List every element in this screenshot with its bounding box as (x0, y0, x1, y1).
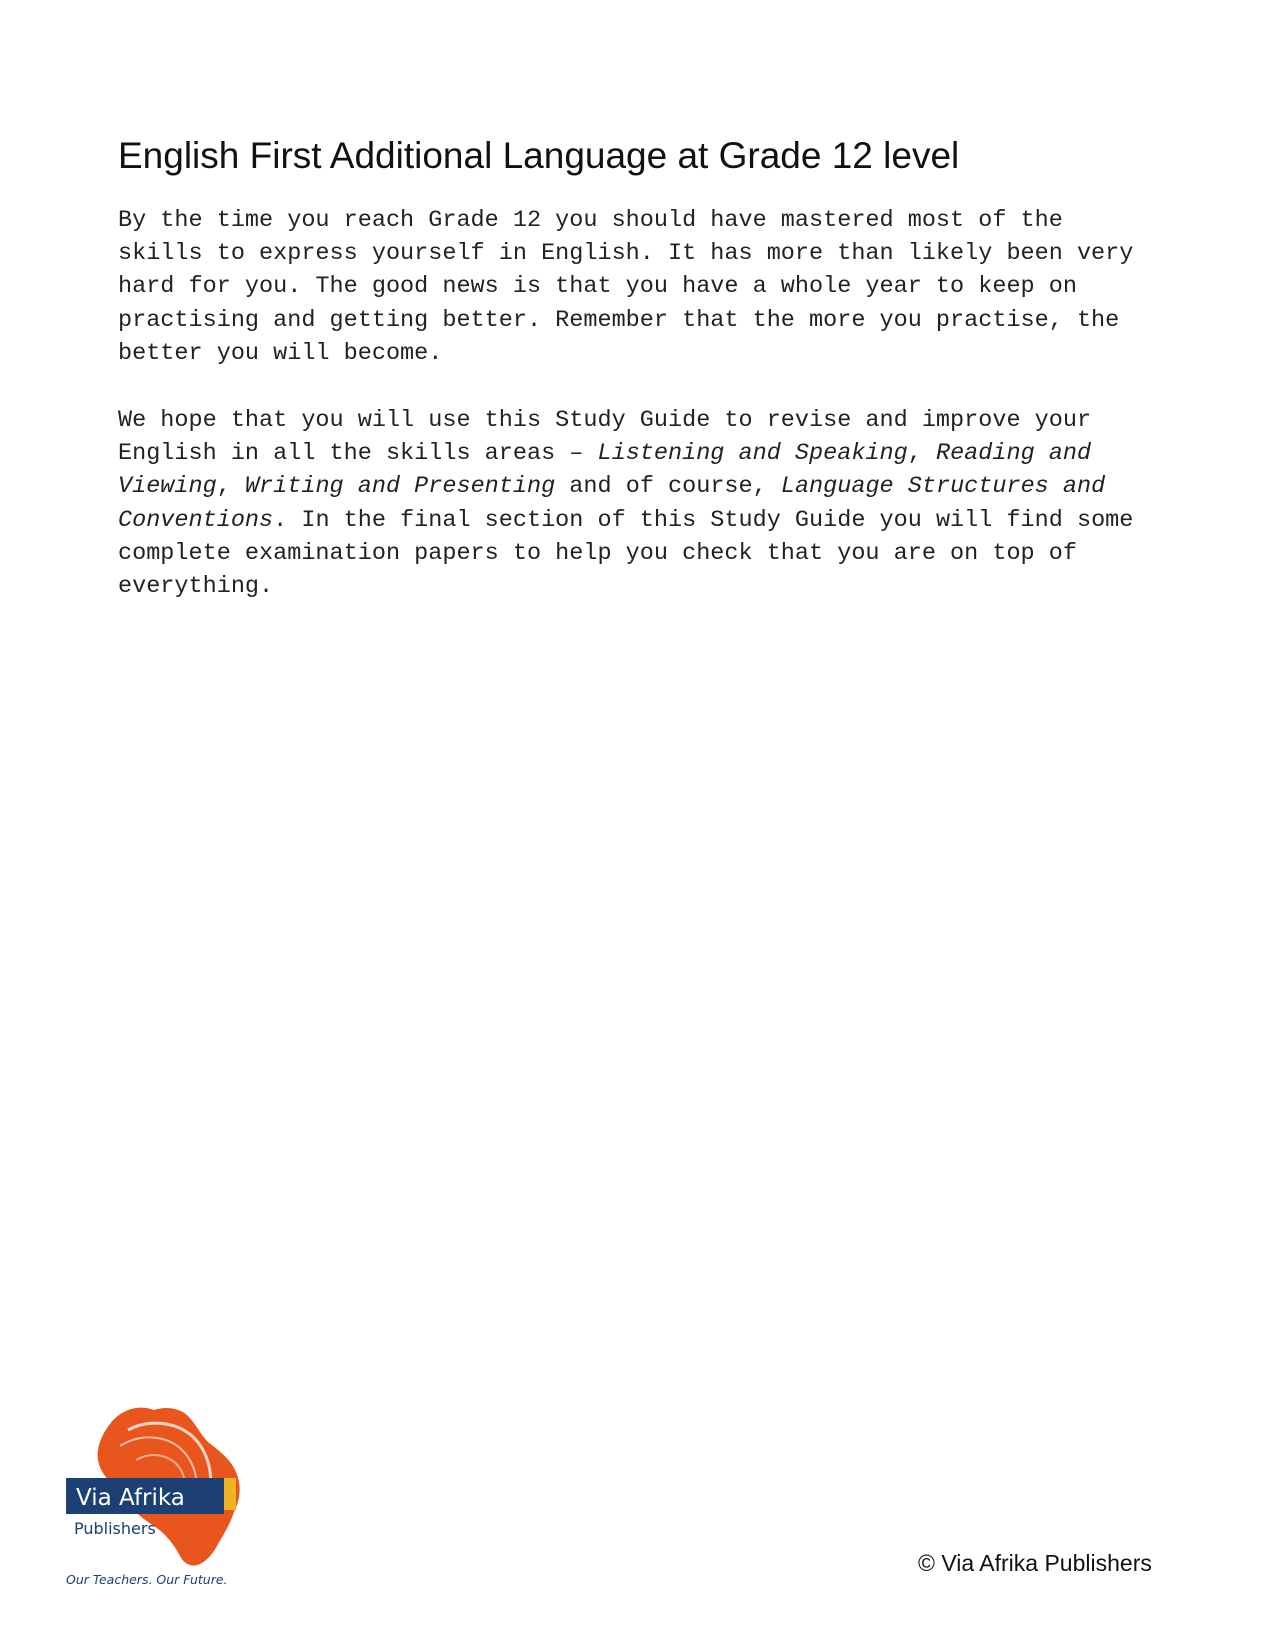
skill-writing-presenting: Writing and Presenting (244, 473, 556, 501)
skill-reading-viewing-part2: Viewing (118, 473, 217, 501)
skill-language-structures-part2: Conventions (118, 506, 274, 534)
paragraph-text: . In the final section of this Study Guide you will find some (273, 506, 1134, 534)
paragraph-line: complete examination papers to help you check that you are on top of (118, 539, 1077, 567)
intro-paragraph (118, 204, 1178, 370)
paragraph-text: and of course, (555, 473, 781, 501)
study-guide-paragraph (118, 404, 1178, 603)
copyright-notice: © Via Afrika Publishers (918, 1550, 1152, 1576)
paragraph-line: We hope that you will use this Study Guide to revise and improve your (118, 407, 1092, 434)
africa-map-logo-icon (58, 1400, 268, 1615)
skill-reading-viewing-part1: Reading and (935, 440, 1092, 468)
logo-name: Via Afrika (76, 1485, 185, 1511)
logo-tagline: Our Teachers. Our Future. (66, 1572, 228, 1587)
paragraph-text: English in all the skills areas – (118, 440, 598, 468)
paragraph-line: better you will become. (118, 339, 443, 367)
via-afrika-logo (58, 1400, 268, 1615)
paragraph-line: hard for you. The good news is that you have a whole year to keep on (118, 273, 1077, 301)
skill-listening-speaking: Listening and Speaking (597, 440, 908, 468)
paragraph-line: By the time you reach Grade 12 you should have mastered most of the (118, 207, 1063, 234)
separator: , (216, 473, 245, 501)
logo-subtitle: Publishers (74, 1519, 156, 1538)
paragraph-line: everything. (118, 573, 274, 601)
separator: , (907, 440, 936, 468)
skill-language-structures-part1: Language Structures and (780, 473, 1106, 501)
page-title: English First Additional Language at Grade 12 level (118, 135, 960, 176)
paragraph-line: skills to express yourself in English. It has more than likely been very (118, 240, 1134, 268)
paragraph-line: practising and getting better. Remember that the more you practise, the (118, 306, 1120, 334)
